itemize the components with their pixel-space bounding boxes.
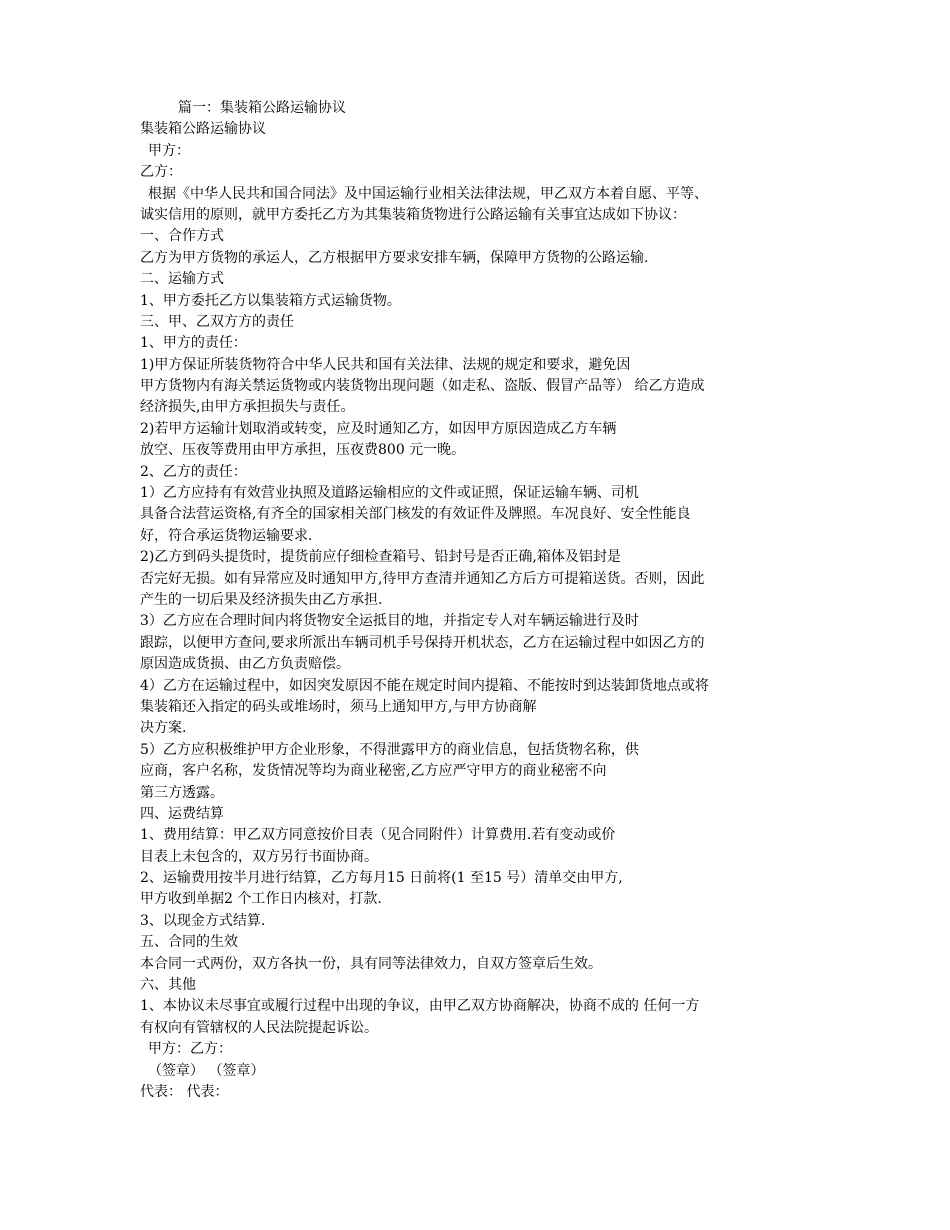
paragraph-line: 2、运输费用按半月进行结算，乙方每月15 日前将(1 至15 号）清单交由甲方, [140, 870, 623, 887]
signature-representatives: 代表： 代表： [140, 1083, 229, 1100]
paragraph-line: 3）乙方应在合理时间内将货物安全运抵目的地，并指定专人对车辆运输进行及时 [140, 613, 639, 630]
paragraph-line: 集装箱还入指定的码头或堆场时，须马上通知甲方,与甲方协商解 [140, 698, 537, 715]
heading-line: 二、运输方式 [140, 271, 224, 288]
paragraph-line: 甲方收到单据2 个工作日内核对，打款. [140, 891, 382, 908]
document-body [140, 98, 820, 1103]
paragraph-line: 否完好无损。如有异常应及时通知甲方,待甲方查清并通知乙方后方可提箱送货。否则，因此 [140, 570, 705, 587]
paragraph-line: 具备合法营运资格,有齐全的国家相关部门核发的有效证件及牌照。车况良好、安全性能良 [140, 506, 691, 523]
paragraph-line: 1、甲方委托乙方以集装箱方式运输货物。 [140, 292, 401, 309]
paragraph-line: 1、本协议未尽事宜或履行过程中出现的争议，由甲乙双方协商解决，协商不成的 任何一方 [140, 998, 700, 1015]
paragraph-line: 3、以现金方式结算. [140, 912, 266, 929]
paragraph-line: 1)甲方保证所装货物符合中华人民共和国有关法律、法规的规定和要求，避免因 [140, 356, 631, 373]
paragraph-line: 5）乙方应积极维护甲方企业形象，不得泄露甲方的商业信息，包括货物名称，供 [140, 741, 639, 758]
paragraph-line: 有权向有管辖权的人民法院提起诉讼。 [140, 1019, 378, 1036]
paragraph-line: 2、乙方的责任： [140, 463, 247, 480]
paragraph-line: 经济损失,由甲方承担损失与责任。 [140, 399, 355, 416]
paragraph-line: 决方案. [140, 720, 187, 737]
paragraph-line: 目表上未包含的，双方另行书面协商。 [140, 848, 378, 865]
paragraph-line: 放空、压夜等费用由甲方承担，压夜费800 元一晚。 [140, 442, 466, 459]
paragraph-line: 1）乙方应持有有效营业执照及道路运输相应的文件或证照，保证运输车辆、司机 [140, 485, 639, 502]
paragraph-line: 2)若甲方运输计划取消或转变，应及时通知乙方，如因甲方原因造成乙方车辆 [140, 420, 617, 437]
paragraph-line: 2)乙方到码头提货时，提货前应仔细检查箱号、铅封号是否正确,箱体及铝封是 [140, 549, 621, 566]
paragraph-line: 跟踪，以便甲方查问,要求所派出车辆司机手号保持开机状态，乙方在运输过程中如因乙方的 [140, 634, 705, 651]
paragraph-line: 第三方透露。 [140, 784, 224, 801]
paragraph-line: 本合同一式两份，双方各执一份，具有同等法律效力，自双方签章后生效。 [140, 955, 602, 972]
heading-line: 四、运费结算 [140, 805, 224, 822]
paragraph-line: 1、甲方的责任： [140, 335, 247, 352]
heading-line: 五、合同的生效 [140, 934, 238, 951]
party-a-label: 甲方： [148, 142, 190, 159]
paragraph-line: 1、费用结算：甲乙双方同意按价目表（见合同附件）计算费用.若有变动或价 [140, 827, 616, 844]
paragraph-line: 应商，客户名称，发货情况等均为商业秘密,乙方应严守甲方的商业秘密不向 [140, 763, 607, 780]
paragraph-line: 好，符合承运货物运输要求. [140, 527, 313, 544]
paragraph-line: 乙方为甲方货物的承运人，乙方根据甲方要求安排车辆，保障甲方货物的公路运输. [140, 249, 649, 266]
paragraph-line: 原因造成货损、由乙方负责赔偿。 [140, 656, 350, 673]
signature-parties: 甲方：乙方： [148, 1041, 232, 1058]
paragraph-line: 诚实信用的原则，就甲方委托乙方为其集装箱货物进行公路运输有关事宜达成如下协议： [140, 206, 686, 223]
heading-line: 一、合作方式 [140, 228, 224, 245]
party-b-label: 乙方： [140, 164, 182, 181]
section-title: 篇一：集装箱公路运输协议 [178, 100, 346, 116]
document-title: 集装箱公路运输协议 [140, 121, 266, 138]
paragraph-line: 根据《中华人民共和国合同法》及中国运输行业相关法律法规，甲乙双方本着自愿、平等、 [148, 185, 708, 202]
signature-seals: （签章） （签章） [148, 1062, 265, 1079]
paragraph-line: 产生的一切后果及经济损失由乙方承担. [140, 591, 383, 608]
heading-line: 三、甲、乙双方方的责任 [140, 313, 294, 330]
heading-line: 六、其他 [140, 977, 196, 994]
paragraph-line: 4）乙方在运输过程中，如因突发原因不能在规定时间内提箱、不能按时到达装卸货地点或将 [140, 677, 709, 694]
paragraph-line: 甲方货物内有海关禁运货物或内装货物出现问题（如走私、盗版、假冒产品等） 给乙方造成 [140, 378, 705, 395]
